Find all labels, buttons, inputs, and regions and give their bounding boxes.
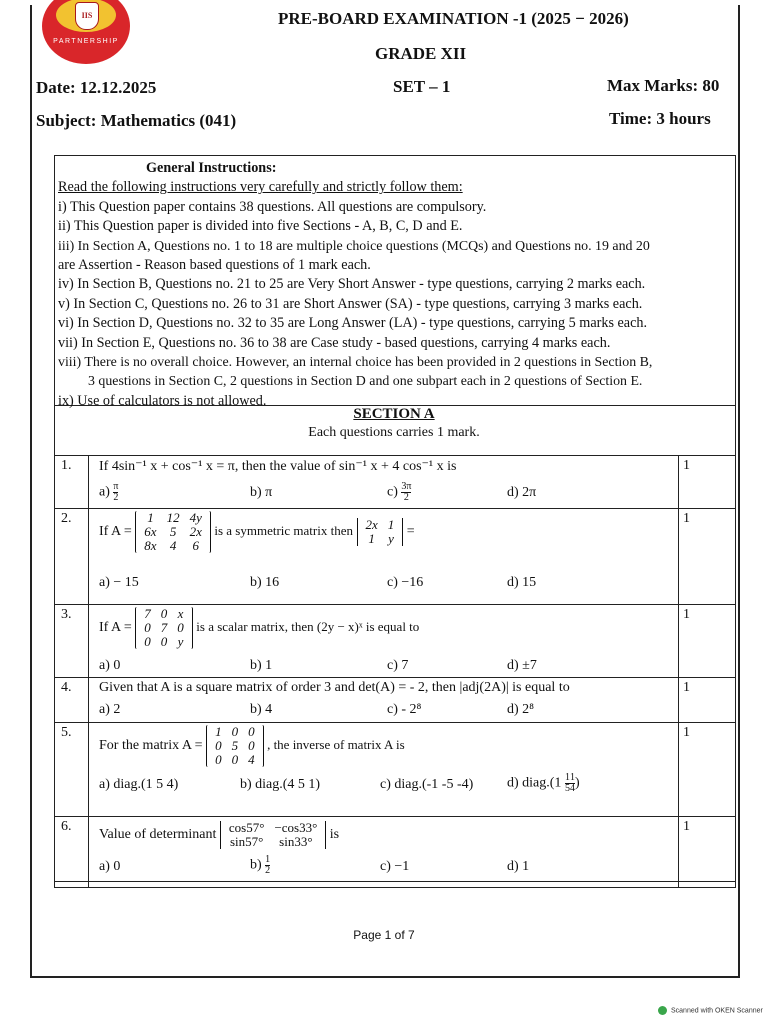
time-label: Time: 3 hours	[609, 109, 711, 128]
option-a: a) 0	[99, 859, 121, 874]
instruction-item: viii) There is no overall choice. However, an internal choice has been provided in 2 questions in Section B,	[58, 355, 653, 371]
question-stem: If 4sin⁻¹ x + cos⁻¹ x = π, then the value of sin⁻¹ x + 4 cos⁻¹ x is	[99, 459, 457, 474]
question-body	[89, 509, 679, 605]
question-marks: 1	[679, 509, 736, 605]
option-b: b) 16	[250, 575, 280, 590]
instruction-item: ix) Use of calculators is not allowed.	[58, 392, 267, 409]
question-stem: Given that A is a square matrix of order 3 and det(A) = - 2, then |adj(2A)| is equal to	[99, 680, 570, 695]
option-b: b) $\frac{1}{2}$	[250, 854, 271, 876]
question-row	[55, 723, 736, 817]
option-a: a) 2	[99, 702, 121, 717]
option-d: d) 1	[507, 859, 530, 874]
option-c: c) - 2⁸	[387, 702, 422, 717]
option-a: a) diag.(1 5 4)	[99, 777, 179, 792]
instruction-item: ii) This Question paper is divided into five Sections - A, B, C, D and E.	[58, 218, 463, 235]
question-stem: If A = 1 12 4y 6x 5 2x 8x 4 6 is a symmetric matrix then 2x 1 1 y =	[99, 510, 415, 553]
question-body	[89, 456, 679, 509]
option-b: b) diag.(4 5 1)	[240, 777, 321, 792]
instruction-item: vi) In Section D, Questions no. 32 to 35 are Long Answer (LA) - type questions, carrying 5 marks each.	[58, 315, 648, 332]
question-marks: 1	[679, 817, 736, 888]
option-d: d) 15	[507, 575, 537, 590]
instruction-item: v) In Section C, Questions no. 26 to 31 are Short Answer (SA) - type questions, carrying 3 marks each.	[58, 295, 643, 312]
option-d: d) diag.(1 $\frac{1}{5}$ $\frac{1}{4}$ )	[507, 772, 580, 794]
question-body	[89, 678, 679, 723]
exam-date: Date: 12.12.2025	[36, 78, 157, 97]
option-b: b) π	[250, 485, 273, 500]
instruction-item: vii) In Section E, Questions no. 36 to 38 are Case study - based questions, carrying 4 marks each.	[58, 334, 611, 351]
option-a: a) − 15	[99, 575, 139, 590]
question-number: 3.	[55, 605, 89, 678]
question-row	[55, 509, 736, 605]
instruction-item: iii) In Section A, Questions no. 1 to 18 are multiple choice questions (MCQs) and Questions no. 19 and 20	[58, 238, 650, 254]
question-row	[55, 605, 736, 678]
instruction-item: are Assertion - Reason based questions of 1 mark each.	[58, 257, 371, 274]
question-stem: Value of determinant cos57° −cos33° sin57° sin33° is	[99, 820, 340, 849]
option-b: b) 1	[250, 658, 273, 673]
question-marks: 1	[679, 723, 736, 817]
question-body	[89, 605, 679, 678]
matrix-a: 7 0 x 0 7 0 0 0 y	[135, 607, 193, 649]
option-c: c) −16	[387, 575, 424, 590]
instructions	[58, 159, 732, 411]
determinant: cos57° −cos33° sin57° sin33°	[220, 821, 326, 849]
option-c: c) diag.(-1 -5 -4)	[380, 777, 474, 792]
question-number: 5.	[55, 723, 89, 817]
questions-table	[54, 455, 736, 888]
determinant: 2x 1 1 y	[357, 518, 404, 546]
matrix-a: 1 12 4y 6x 5 2x 8x 4 6	[135, 511, 211, 553]
question-marks: 1	[679, 678, 736, 723]
instruction-item: 3 questions in Section C, 2 questions in Section D and one subpart each in 2 questions of Section E.	[88, 374, 643, 390]
question-marks: 1	[679, 605, 736, 678]
question-row	[55, 678, 736, 723]
section-title: SECTION A	[353, 406, 435, 422]
question-number: 2.	[55, 509, 89, 605]
section-subtitle: Each questions carries 1 mark.	[308, 425, 480, 440]
option-c: c) 7	[387, 658, 409, 673]
question-row	[55, 456, 736, 509]
question-body	[89, 723, 679, 817]
grade-label: GRADE XII	[375, 44, 467, 63]
question-stem: If A = 7 0 x 0 7 0 0 0 y is a scalar matrix, then (2y − x)ˣ is equal to	[99, 606, 420, 649]
subject-label: Subject: Mathematics (041)	[36, 111, 237, 130]
question-stem: For the matrix A = 1 0 0 0 5 0 0 0 4 , the inverse of matrix A is	[99, 724, 405, 767]
instructions-heading: General Instructions:	[146, 160, 277, 176]
question-number: 6.	[55, 817, 89, 888]
scanner-watermark: Scanned with OKEN Scanner	[658, 1006, 763, 1015]
question-marks: 1	[679, 456, 736, 509]
max-marks: Max Marks: 80	[607, 76, 720, 95]
option-a: a) 0	[99, 658, 121, 673]
question-body	[89, 817, 679, 888]
instruction-item: iv) In Section B, Questions no. 21 to 25 are Very Short Answer - type questions, carrying 2 marks each.	[58, 276, 646, 293]
question-row	[55, 817, 736, 888]
option-d: d) 2π	[507, 485, 537, 500]
option-a: a) $\frac{\pi}{2}$	[99, 481, 119, 503]
option-c: c) −1	[380, 859, 410, 874]
set-label: SET – 1	[393, 77, 451, 96]
option-c: c) $\frac{3\pi}{2}$	[387, 481, 412, 503]
instruction-item: i) This Question paper contains 38 questions. All questions are compulsory.	[58, 198, 487, 215]
question-number: 4.	[55, 678, 89, 723]
question-number: 1.	[55, 456, 89, 509]
school-logo: IIS PARTNERSHIP	[42, 0, 130, 64]
matrix-a: 1 0 0 0 5 0 0 0 4	[206, 725, 264, 767]
exam-title: PRE-BOARD EXAMINATION -1 (2025 − 2026)	[278, 9, 629, 28]
option-d: d) 2⁸	[507, 702, 535, 717]
instructions-intro: Read the following instructions very carefully and strictly follow them:	[58, 179, 463, 196]
option-d: d) ±7	[507, 658, 537, 673]
scanner-logo-icon	[658, 1006, 667, 1015]
page-number: Page 1 of 7	[353, 928, 415, 942]
option-b: b) 4	[250, 702, 273, 717]
